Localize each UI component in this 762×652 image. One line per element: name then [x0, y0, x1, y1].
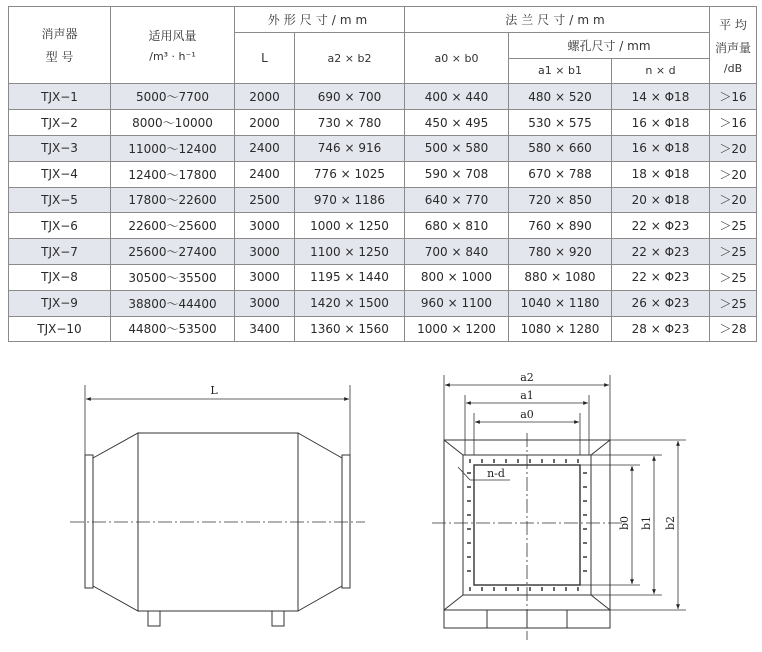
spec-table-body [9, 84, 757, 342]
table-cell-model: TJX−3 [9, 135, 111, 161]
table-cell-L: 2000 [235, 84, 295, 110]
table-cell-flow: 11000～12400 [111, 135, 235, 161]
table-cell-L: 2500 [235, 187, 295, 213]
table-cell-ab2: 1000 × 1250 [295, 213, 405, 239]
header-bolt-size: 螺孔尺寸 / mm [509, 32, 710, 58]
table-cell-ab1: 760 × 890 [509, 213, 612, 239]
spec-table [8, 6, 757, 342]
table-cell-flow: 30500～35500 [111, 264, 235, 290]
table-row [9, 290, 757, 316]
header-atten-line2: 消声量 [714, 40, 751, 55]
table-cell-nd: 20 × Φ18 [612, 187, 710, 213]
table-cell-ab0: 1000 × 1200 [405, 316, 509, 342]
table-cell-db: ＞16 [710, 110, 757, 136]
table-cell-ab1: 780 × 920 [509, 239, 612, 265]
table-cell-ab2: 690 × 700 [295, 84, 405, 110]
header-outer-size: 外形尺寸/mm [235, 7, 405, 33]
table-cell-nd: 22 × Φ23 [612, 239, 710, 265]
header-flow-line1: 适用风量 [148, 29, 197, 44]
table-cell-L: 3000 [235, 213, 295, 239]
table-row [9, 316, 757, 342]
table-row [9, 264, 757, 290]
table-cell-nd: 22 × Φ23 [612, 213, 710, 239]
table-cell-ab1: 1080 × 1280 [509, 316, 612, 342]
table-cell-db: ＞16 [710, 84, 757, 110]
table-cell-nd: 18 × Φ18 [612, 161, 710, 187]
header-flange-a0b0: a0 × b0 [405, 32, 509, 84]
table-cell-ab0: 960 × 1100 [405, 290, 509, 316]
table-cell-ab1: 530 × 575 [509, 110, 612, 136]
spec-table-header [9, 7, 757, 84]
dim-label-b2: b2 [664, 515, 677, 531]
table-cell-nd: 28 × Φ23 [612, 316, 710, 342]
header-attenuation [710, 7, 757, 84]
table-row [9, 187, 757, 213]
table-cell-nd: 22 × Φ23 [612, 264, 710, 290]
table-row [9, 135, 757, 161]
table-cell-db: ＞25 [710, 290, 757, 316]
header-atten-line3: /dB [723, 61, 743, 75]
dim-label-b1: b1 [640, 515, 653, 531]
table-cell-ab0: 590 × 708 [405, 161, 509, 187]
table-cell-nd: 26 × Φ23 [612, 290, 710, 316]
header-flow [111, 7, 235, 84]
dim-label-a1: a1 [520, 389, 534, 402]
table-cell-ab2: 970 × 1186 [295, 187, 405, 213]
table-cell-ab0: 680 × 810 [405, 213, 509, 239]
dim-label-b0: b0 [618, 515, 631, 531]
table-cell-nd: 14 × Φ18 [612, 84, 710, 110]
side-view-drawing [70, 385, 365, 626]
technical-drawings [0, 355, 762, 652]
table-cell-ab2: 1195 × 1440 [295, 264, 405, 290]
header-outer-ab: a2 × b2 [295, 32, 405, 84]
table-cell-ab1: 580 × 660 [509, 135, 612, 161]
header-bolt-ab: a1 × b1 [509, 58, 612, 84]
table-cell-db: ＞20 [710, 187, 757, 213]
table-cell-model: TJX−6 [9, 213, 111, 239]
table-cell-ab2: 1100 × 1250 [295, 239, 405, 265]
table-cell-model: TJX−8 [9, 264, 111, 290]
table-cell-ab1: 720 × 850 [509, 187, 612, 213]
header-model-line2: 型 号 [45, 50, 74, 65]
table-cell-ab2: 746 × 916 [295, 135, 405, 161]
table-cell-flow: 17800～22600 [111, 187, 235, 213]
table-cell-model: TJX−9 [9, 290, 111, 316]
table-cell-flow: 5000～7700 [111, 84, 235, 110]
table-cell-ab1: 670 × 788 [509, 161, 612, 187]
table-cell-ab0: 400 × 440 [405, 84, 509, 110]
table-cell-L: 3000 [235, 239, 295, 265]
table-row [9, 161, 757, 187]
header-bolt-nd: n × d [612, 58, 710, 84]
table-cell-model: TJX−7 [9, 239, 111, 265]
table-cell-model: TJX−5 [9, 187, 111, 213]
table-cell-db: ＞25 [710, 213, 757, 239]
table-cell-model: TJX−1 [9, 84, 111, 110]
table-cell-ab0: 640 × 770 [405, 187, 509, 213]
table-cell-ab0: 800 × 1000 [405, 264, 509, 290]
table-cell-ab2: 1420 × 1500 [295, 290, 405, 316]
header-flow-line2: /m³ · h⁻¹ [149, 50, 196, 64]
table-cell-L: 2400 [235, 161, 295, 187]
table-cell-L: 2000 [235, 110, 295, 136]
table-cell-db: ＞20 [710, 161, 757, 187]
table-cell-flow: 12400～17800 [111, 161, 235, 187]
header-atten-line1: 平 均 [719, 17, 747, 32]
table-cell-flow: 8000～10000 [111, 110, 235, 136]
table-cell-flow: 22600～25600 [111, 213, 235, 239]
table-cell-model: TJX−4 [9, 161, 111, 187]
table-cell-L: 2400 [235, 135, 295, 161]
table-cell-L: 3000 [235, 264, 295, 290]
table-cell-ab0: 450 × 495 [405, 110, 509, 136]
table-cell-flow: 44800～53500 [111, 316, 235, 342]
table-cell-nd: 16 × Φ18 [612, 135, 710, 161]
table-cell-db: ＞20 [710, 135, 757, 161]
bolt-hole-label: n-d [487, 467, 505, 480]
table-row [9, 213, 757, 239]
table-cell-flow: 25600～27400 [111, 239, 235, 265]
dim-label-a2: a2 [520, 371, 534, 384]
header-outer-L: L [235, 32, 295, 84]
table-cell-model: TJX−10 [9, 316, 111, 342]
table-cell-ab1: 480 × 520 [509, 84, 612, 110]
header-model-line1: 消声器 [41, 27, 78, 42]
table-cell-flow: 38800～44400 [111, 290, 235, 316]
table-cell-ab0: 500 × 580 [405, 135, 509, 161]
table-row [9, 239, 757, 265]
table-row [9, 110, 757, 136]
dim-label-L: L [210, 384, 218, 397]
header-flange-size: 法兰尺寸/mm [405, 7, 710, 33]
table-cell-L: 3000 [235, 290, 295, 316]
table-cell-L: 3400 [235, 316, 295, 342]
table-cell-ab2: 1360 × 1560 [295, 316, 405, 342]
table-cell-ab2: 730 × 780 [295, 110, 405, 136]
table-cell-nd: 16 × Φ18 [612, 110, 710, 136]
table-row [9, 84, 757, 110]
front-view-drawing [432, 375, 686, 640]
table-cell-db: ＞25 [710, 239, 757, 265]
table-cell-ab2: 776 × 1025 [295, 161, 405, 187]
header-model [9, 7, 111, 84]
dim-label-a0: a0 [520, 408, 534, 421]
table-cell-ab0: 700 × 840 [405, 239, 509, 265]
table-cell-model: TJX−2 [9, 110, 111, 136]
table-cell-db: ＞28 [710, 316, 757, 342]
table-cell-ab1: 1040 × 1180 [509, 290, 612, 316]
table-cell-ab1: 880 × 1080 [509, 264, 612, 290]
table-cell-db: ＞25 [710, 264, 757, 290]
